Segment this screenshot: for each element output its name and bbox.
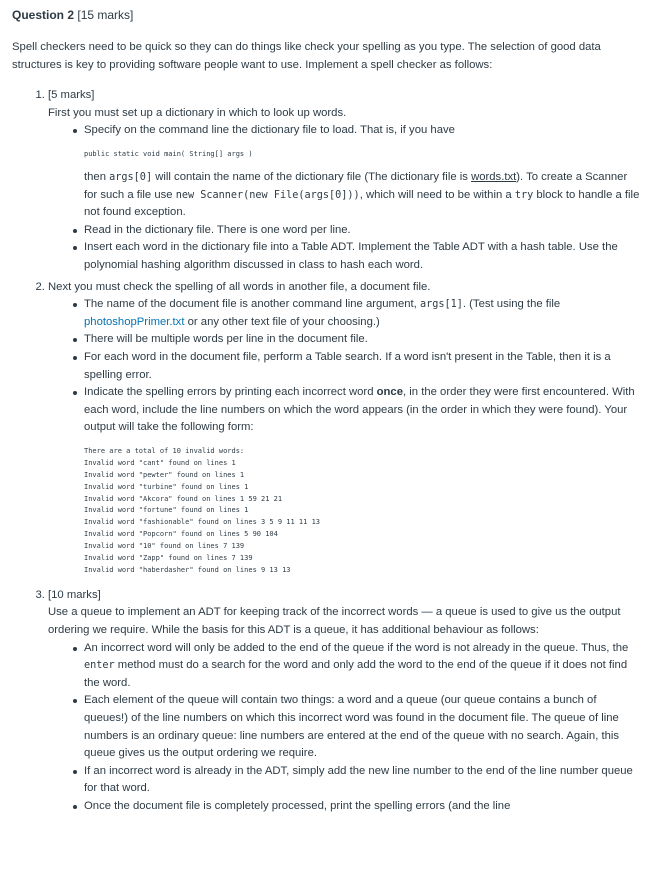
new-scanner-code: new Scanner(new File(args[0])): [175, 189, 360, 201]
task-2-bullet-1: [84, 296, 642, 331]
try-code: try: [514, 189, 534, 201]
output-line: Invalid word "haberdasher" found on lines 9 13 13: [84, 565, 291, 574]
output-line: Invalid word "cant" found on lines 1: [84, 458, 236, 467]
task-3-bullet-4: Once the document file is completely processed, print the spelling errors (and the line: [84, 798, 642, 816]
task-1-bullets: [48, 122, 642, 274]
output-line: Invalid word "10" found on lines 7 139: [84, 542, 245, 551]
task-3: [48, 587, 642, 816]
task-1-marks: 1. [5 marks]: [48, 89, 95, 102]
task-list: [12, 87, 642, 815]
question-number: Question 2: [12, 8, 75, 22]
output-line: Invalid word "Popcorn" found on lines 5 90 104: [84, 530, 278, 539]
question-title: [12, 7, 642, 23]
output-line: Invalid word "fashionable" found on lines 3 5 9 11 11 13: [84, 518, 321, 527]
task-2-bullet-4: [84, 384, 642, 577]
doc-file-text: The name of the document file is another command line argument,: [84, 298, 420, 311]
output-line: Invalid word "Zapp" found on lines 7 139: [84, 554, 253, 563]
intro-paragraph: Spell checkers need to be quick so they can do things like check your spelling as you type. The selection of good data structures is key to providing software people want to use. Implement a spell checker as follows:: [12, 41, 601, 71]
task-2-lead: 2. Next you must check the spelling of all words in another file, a document file.: [48, 280, 431, 293]
enter-code: enter: [84, 660, 115, 672]
output-line: There are a total of 10 invalid words:: [84, 446, 245, 455]
task-1-bullet-1-text: Specify on the command line the dictionary file to load. That is, if you have: [84, 124, 455, 137]
scanner-text: ). To create a Scanner for such a file use: [84, 170, 628, 201]
output-line: Invalid word "turbine" found on lines 1: [84, 482, 249, 491]
task-1: [48, 87, 642, 274]
test-using-text: . (Test using the file: [462, 298, 561, 311]
sample-output: [84, 446, 642, 577]
task-1-bullet-2: Read in the dictionary file. There is one word per line.: [84, 222, 642, 240]
indicate-text: Indicate the spelling errors by printing each incorrect word: [84, 386, 377, 399]
task-2: [48, 279, 642, 577]
main-signature-snippet: public static void main( String[] args ): [84, 149, 253, 158]
question-marks: [15 marks]: [77, 8, 134, 22]
task-2-bullet-3: For each word in the document file, perform a Table search. If a word isn't present in the Table, then it is a spelling error.: [84, 349, 642, 384]
task-3-marks: 3. [10 marks]: [48, 588, 101, 601]
args1-code: args[1]: [419, 299, 463, 311]
args0-code: args[0]: [109, 171, 153, 183]
task-3-bullet-2: Each element of the queue will contain two things: a word and a queue (our queue contains a bunch of queues!) of the line numbers on which this incorrect word was found in the document file. The queue of line numbers is an ordinary queue: line numbers are entered at the end of the queue with no search. Again, this queue gives us the output ordering we require.: [84, 692, 642, 762]
order-text: , in the order they were first encountered. With each word, include the line numbers on which the word appears (in the order in which they were found). Your output will take the following form:: [84, 386, 635, 434]
task-3-lead: Use a queue to implement an ADT for keeping track of the incorrect words — a queue is used to give us the output ordering we require. While the basis for this ADT is a queue, it has additional behaviour as follows:: [48, 606, 621, 637]
task-1-bullet-3: Insert each word in the dictionary file into a Table ADT. Implement the Table ADT with a hash table. Use the polynomial hashing algorithm discussed in class to hash each word.: [84, 239, 642, 274]
output-line: Invalid word "pewter" found on lines 1: [84, 470, 245, 479]
once-emphasis: once: [376, 386, 403, 399]
incorrect-word-text: An incorrect word will only be added to the end of the queue if the word is not already in the queue. Thus, the: [84, 641, 629, 654]
task-3-bullet-3: If an incorrect word is already in the ADT, simply add the new line number to the end of the line number queue for that word.: [84, 763, 642, 798]
task-2-bullets: [48, 296, 642, 577]
within-text: , which will need to be within a: [359, 188, 515, 201]
search-text: method must do a search for the word and only add the word to the end of the queue if it does not find the word.: [84, 659, 628, 689]
photoshop-primer-link[interactable]: photoshopPrimer.txt: [84, 315, 185, 328]
task-1-lead: First you must set up a dictionary in which to look up words.: [48, 106, 347, 119]
task-3-bullets: [48, 640, 642, 816]
output-line: Invalid word "fortune" found on lines 1: [84, 506, 249, 515]
words-txt-link[interactable]: words.txt: [471, 170, 517, 183]
exception-text: block to handle a file not found exception.: [84, 188, 640, 219]
then-text: then: [84, 170, 110, 183]
task-3-bullet-1: [84, 640, 642, 693]
task-2-bullet-2: There will be multiple words per line in the document file.: [84, 331, 642, 349]
other-file-text: or any other text file of your choosing.): [184, 315, 380, 328]
task-1-bullet-1: [84, 122, 642, 221]
dict-text: will contain the name of the dictionary file (The dictionary file is: [152, 170, 472, 183]
output-line: Invalid word "Akcora" found on lines 1 59 21 21: [84, 494, 283, 503]
